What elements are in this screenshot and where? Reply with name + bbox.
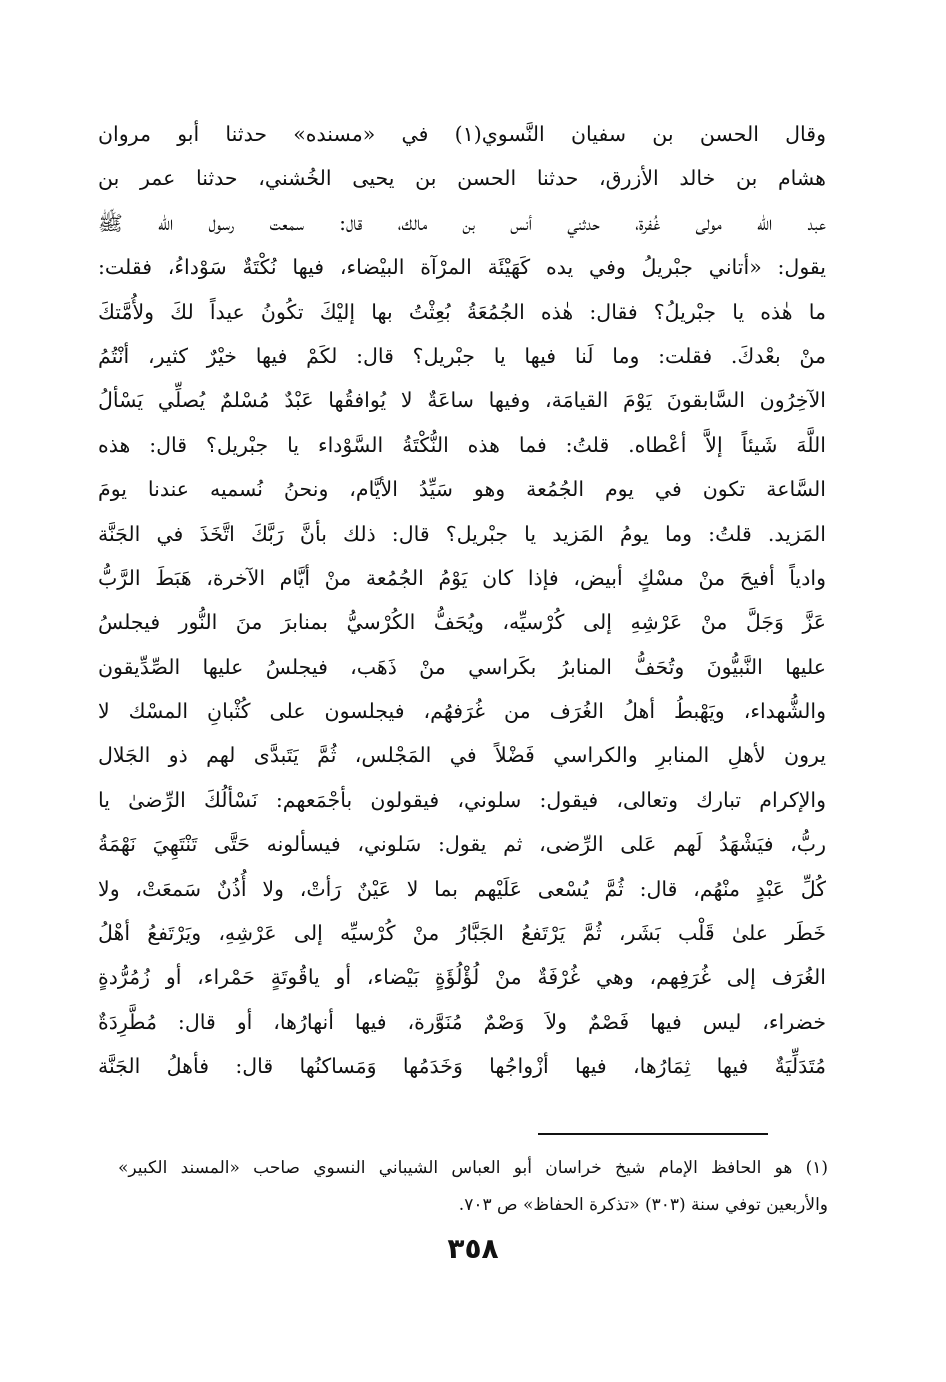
text-line: الغُرَف إلى غُرَفِهم، وهي غُرْفَةٌ منْ لُؤْلُؤَةٍ بَيْضاء، أو ياقُوتَةٍ حَمْراء، أو زُمُرُّدةٍ [98, 965, 826, 990]
text-line: مُتَدَلِّيَةٌ فيها ثِمَارُها، فيها أزْواجُها وَخَدَمُها وَمَساكنُها قال: فأهلُ الجَنَّة [98, 1054, 826, 1079]
text-line: يرون لأهلِ المنابرِ والكراسي فَضْلاً في المَجْلس، ثُمَّ يَتَبدَّى لهم ذو الجَلال [98, 743, 826, 768]
text-line: والإكرام تبارك وتعالى، فيقول: سلوني، فيقولون بأجْمَعهم: نَسْألُكَ الرِّضىٰ يا [98, 787, 826, 812]
text-line: خَطَر علىٰ قَلْب بَشَر، ثُمَّ يَرْتَفعُ الجَبَّارُ منْ كُرْسيِّه إلى عَرْشِهِ، ويَرْتَفعُ أهْلُ [98, 921, 826, 946]
text-line: وادياً أفيحَ منْ مسْكٍ أبيض، فإذا كان يَوْمُ الجُمُعة منْ أيَّام الآخرة، هَبَطَ الرَّبُّ [98, 565, 826, 590]
text-line: منْ بعْدكَ. فقلت: وما لَنا فيها يا جبْريل؟ قال: لكَمْ فيها خيْرٌ كثير، أنْتُمُ [98, 343, 826, 368]
text-line: السَّاعة تكون في يوم الجُمُعة وهو سَيِّدُ الأيَّام، ونحنُ نُسميه عندنا يومَ [98, 477, 826, 502]
footnote-divider [538, 1133, 768, 1135]
text-line: اللَّهَ شَيئاً إلاَّ أعْطاه. قلتُ: فما هذه النُّكْتَةُ السَّوْداء يا جبْريل؟ قال: هذه [98, 432, 826, 457]
text-line: يقول: «أتاني جبْريلُ وفي يده كَهَيْئَة المرْآة البيْضاء، فيها نُكْتَةٌ سَوْداءُ، فقلت: [98, 255, 826, 280]
text-line: ما هٰذه يا جبْريلُ؟ فقال: هٰذه الجُمُعَةُ بُعِثْتُ بها إليْكَ تكُونُ عيداً لكَ ولأُمَّتكَ [98, 299, 826, 324]
footnotes-block [118, 1150, 828, 1224]
footnote-line: (١) هو الحافظ الإمام شيخ خراسان أبو العباس الشيباني النسوي صاحب «المسند الكبير» [118, 1158, 828, 1178]
text-line: المَزيد. قلتُ: وما يومُ المَزيد يا جبْريل؟ قال: ذلك بأنَّ رَبَّكَ اتَّخَذَ في الجَنَّة [98, 521, 826, 546]
page-number: ٣٥٨ [447, 1232, 499, 1265]
text-line: عليها النَّبيُّونَ وتُحَفُّ المنابرُ بكَراسي منْ ذَهَب، فيجلسُ عليها الصِّدِّيقون [98, 654, 826, 679]
text-line: عبد الله مولى غُفرة، حدثني أنس بن مالك، قال: سمعت رسول الله ﷺ [98, 210, 826, 235]
footnote-line: والأربعين توفي سنة (٣٠٣) «تذكرة الحفاظ» ص ٧٠٣. [458, 1195, 828, 1215]
text-line: هشام بن خالد الأزرق، حدثنا الحسن بن يحيى الخُشني، حدثنا عمر بن [98, 166, 826, 191]
main-text-block [98, 112, 826, 1089]
text-line: والشُّهداء، ويَهْبطُ أهلُ الغُرَف من غُرَفهُم، فيجلسون على كُثْبانِ المسْك لا [98, 699, 826, 724]
text-line: عَزَّ وَجَلَّ منْ عَرْشِهِ إلى كُرْسيِّه، ويُحَفُّ الكُرْسيُّ بمنابرَ منَ النُّور فيجلسُ [98, 610, 826, 635]
text-line: كُلِّ عَبْدٍ منْهُم، قال: ثُمَّ يُسْعى عَلَيْهم بما لا عَيْنٌ رَأتْ، ولا أُذُنٌ سَمعَتْ، ولا [98, 876, 826, 901]
text-line: ربُّ، فيَشْهَدُ لَهم عَلى الرِّضى، ثم يقول: سَلوني، فيسألونه حَتَّى تَنْتَهِيَ نَهْمَةُ [98, 832, 826, 857]
text-line: خضراء، ليس فيها فَصْمٌ ولاَ وَصْمٌ مُنَوَّرة، فيها أنهارُها، أو قال: مُطَّرِدَةٌ [98, 1009, 826, 1034]
text-line: الآخِرُون السَّابقونَ يَوْمَ القيامَة، وفيها ساعَةٌ لا يُوافقُها عَبْدٌ مُسْلمٌ يُصلِّي يَسْألُ [98, 388, 826, 413]
text-line: وقال الحسن بن سفيان النَّسوي(١) في «مسنده» حدثنا أبو مروان [98, 122, 826, 146]
